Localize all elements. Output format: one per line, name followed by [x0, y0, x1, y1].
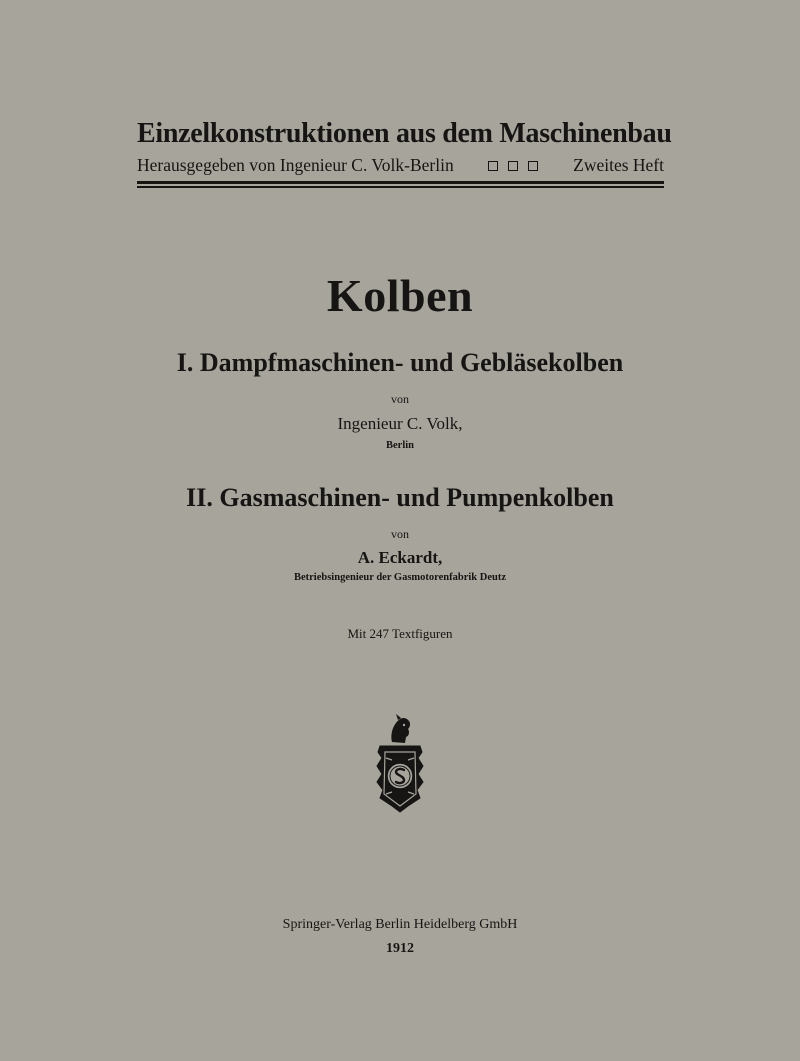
publication-year: 1912	[386, 941, 414, 956]
series-issue: Zweites Heft	[573, 155, 664, 175]
figures-note: Mit 247 Textfiguren	[347, 626, 453, 641]
series-title: Einzelkonstruktionen aus dem Maschinenbau	[137, 118, 672, 149]
series-subtitle	[137, 155, 664, 176]
part1-author: Ingenieur C. Volk,	[337, 414, 463, 433]
part1-by: von	[391, 392, 409, 406]
double-rule-top	[137, 181, 664, 184]
double-rule-bottom	[137, 186, 664, 188]
part2-by: von	[391, 527, 409, 541]
springer-horse-logo-icon	[370, 712, 430, 822]
part2-author: A. Eckardt,	[357, 548, 443, 567]
part1-title: I. Dampfmaschinen- und Gebläsekolben	[176, 348, 624, 377]
part2-affiliation: Betriebsingenieur der Gasmotorenfabrik Deutz	[293, 572, 507, 583]
square-ornament-icon	[528, 161, 538, 171]
square-ornament-icon	[508, 161, 518, 171]
publisher: Springer-Verlag Berlin Heidelberg GmbH	[282, 917, 518, 932]
separator-boxes	[488, 161, 538, 171]
book-title: Kolben	[326, 270, 474, 321]
square-ornament-icon	[488, 161, 498, 171]
part1-city: Berlin	[386, 440, 414, 451]
series-editor: Herausgegeben von Ingenieur C. Volk-Berlin	[137, 155, 454, 175]
part2-title: II. Gasmaschinen- und Pumpenkolben	[186, 483, 614, 512]
